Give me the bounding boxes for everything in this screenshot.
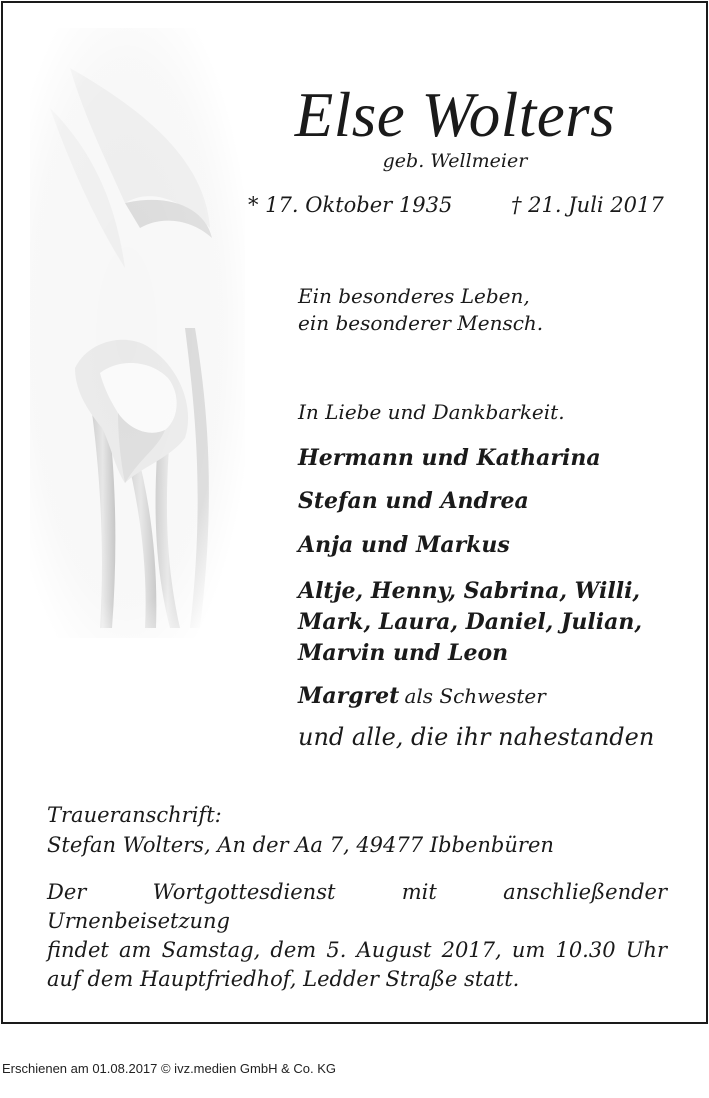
family-line: Stefan und Andrea [298, 488, 529, 514]
calla-lily-icon [30, 28, 245, 638]
service-line: auf dem Hauptfriedhof, Ledder Straße statt. [47, 967, 520, 991]
service-info [47, 878, 667, 994]
sister-name: Margret [298, 683, 400, 709]
motto [298, 283, 543, 337]
family-line: Altje, Henny, Sabrina, Willi, [298, 578, 641, 604]
family-line: Anja und Markus [298, 532, 510, 558]
motto-line: Ein besonderes Leben, [298, 284, 530, 308]
family-group [298, 576, 642, 669]
family-group [298, 443, 601, 474]
publication-footer: Erschienen am 01.08.2017 © ivz.medien GmbH & Co. KG [2, 1061, 337, 1076]
motto-line: ein besonderer Mensch. [298, 311, 544, 335]
family-line: Hermann und Katharina [298, 445, 601, 471]
mourning-address [47, 800, 554, 860]
others-line: und alle, die ihr nahestanden [298, 723, 655, 751]
mourners-intro: In Liebe und Dankbarkeit. [298, 400, 565, 424]
sister-role: als Schwester [404, 684, 546, 708]
address-value: Stefan Wolters, An der Aa 7, 49477 Ibbenbüren [47, 833, 554, 857]
birth-date: * 17. Oktober 1935 [248, 193, 453, 217]
life-dates [248, 193, 664, 217]
family-group [298, 530, 510, 561]
family-line: Mark, Laura, Daniel, Julian, [298, 609, 643, 635]
birth-name: geb. Wellmeier [382, 150, 528, 172]
address-label: Traueranschrift: [47, 803, 222, 827]
service-line: Der Wortgottesdienst mit anschließender Urnenbeisetzung [47, 880, 667, 933]
family-group [298, 486, 529, 517]
sister-line [298, 683, 546, 709]
service-line: findet am Samstag, dem 5. August 2017, um 10.30 Uhr [47, 938, 667, 962]
death-date: † 21. Juli 2017 [511, 193, 664, 217]
family-line: Marvin und Leon [298, 640, 509, 666]
deceased-name: Else Wolters [294, 80, 616, 150]
